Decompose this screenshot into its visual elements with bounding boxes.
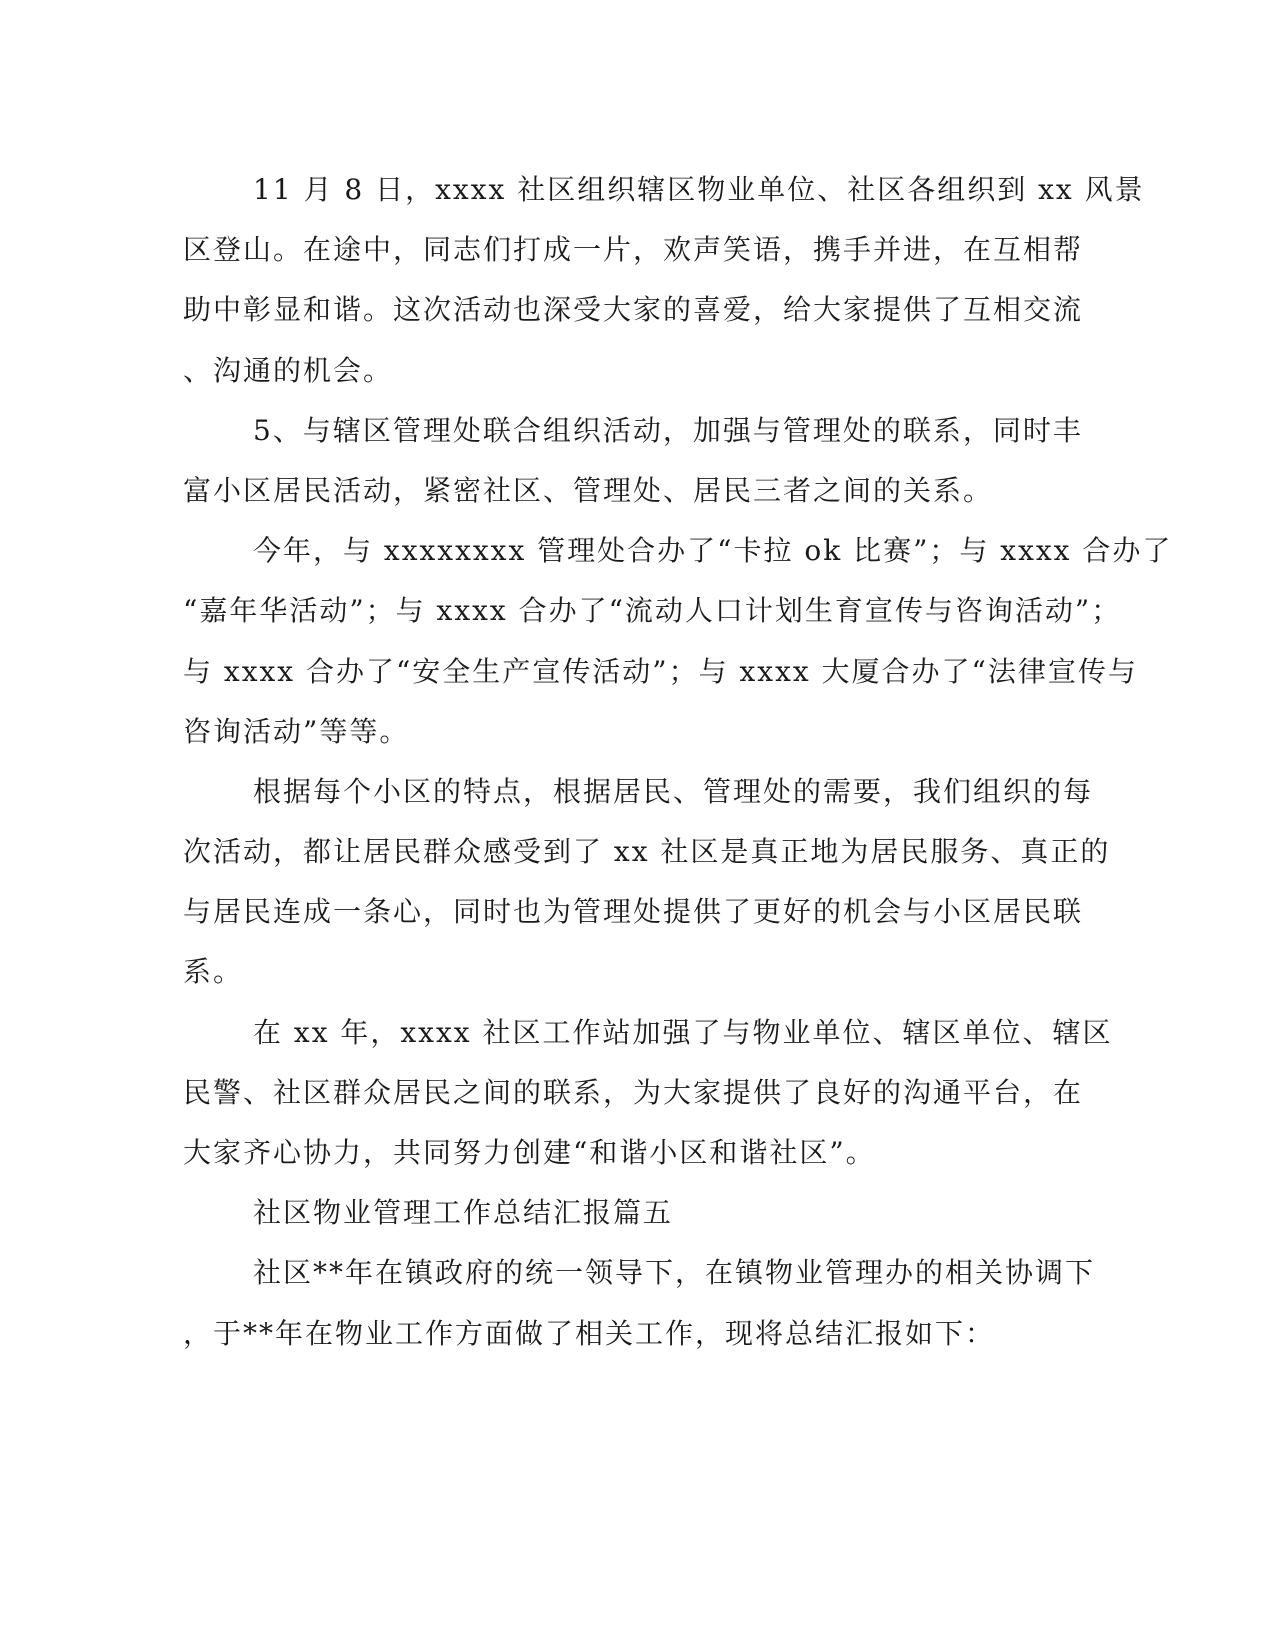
paragraph-community-features — [183, 762, 1111, 1003]
text-line: ，于**年在物业工作方面做了相关工作，现将总结汇报如下： — [183, 1316, 996, 1350]
text-line: 在 xx 年，xxxx 社区工作站加强了与物业单位、辖区单位、辖区 — [253, 1015, 1113, 1049]
paragraph-workstation-summary — [183, 1003, 1113, 1184]
text-line: 助中彰显和谐。这次活动也深受大家的喜爱，给大家提供了互相交流 — [183, 293, 1084, 327]
text-line: 与居民连成一条心，同时也为管理处提供了更好的机会与小区居民联 — [183, 895, 1084, 929]
text-line: 大家齐心协力，共同努力创建“和谐小区和谐社区”。 — [183, 1136, 876, 1169]
text-line: 社区**年在镇政府的统一领导下，在镇物业管理办的相关协调下 — [253, 1256, 1096, 1290]
text-line: 次活动，都让居民群众感受到了 xx 社区是真正地为居民服务、真正的 — [183, 835, 1111, 869]
text-line: 系。 — [183, 955, 244, 989]
document-body — [183, 160, 1173, 1364]
section-heading — [183, 1183, 1063, 1243]
paragraph-joint-activities — [183, 401, 1083, 521]
text-line: 、沟通的机会。 — [183, 353, 394, 387]
text-line: 11 月 8 日，xxxx 社区组织辖区物业单位、社区各组织到 xx 风景 — [253, 173, 1145, 206]
text-line: 与 xxxx 合办了“安全生产宣传活动”；与 xxxx 大厦合办了“法律宣传与 — [183, 654, 1138, 688]
paragraph-mountain-activity — [183, 160, 1145, 401]
text-line: 根据每个小区的特点，根据居民、管理处的需要，我们组织的每 — [253, 774, 1094, 808]
paragraph-this-year-events — [183, 521, 1173, 762]
section-heading-text: 社区物业管理工作总结汇报篇五 — [253, 1196, 674, 1230]
text-line: 咨询活动”等等。 — [183, 714, 410, 748]
text-line: 5、与辖区管理处联合组织活动，加强与管理处的联系，同时丰 — [253, 413, 1083, 447]
text-line: “嘉年华活动”；与 xxxx 合办了“流动人口计划生育宣传与咨询活动”； — [183, 594, 1122, 628]
text-line: 民警、社区群众居民之间的联系，为大家提供了良好的沟通平台，在 — [183, 1075, 1084, 1109]
text-line: 区登山。在途中，同志们打成一片，欢声笑语，携手并进，在互相帮 — [183, 233, 1084, 267]
paragraph-section-intro — [183, 1243, 1096, 1363]
text-line: 今年，与 xxxxxxxx 管理处合办了“卡拉 ok 比赛”；与 xxxx 合办了 — [253, 534, 1173, 568]
text-line: 富小区居民活动，紧密社区、管理处、居民三者之间的关系。 — [183, 473, 994, 507]
